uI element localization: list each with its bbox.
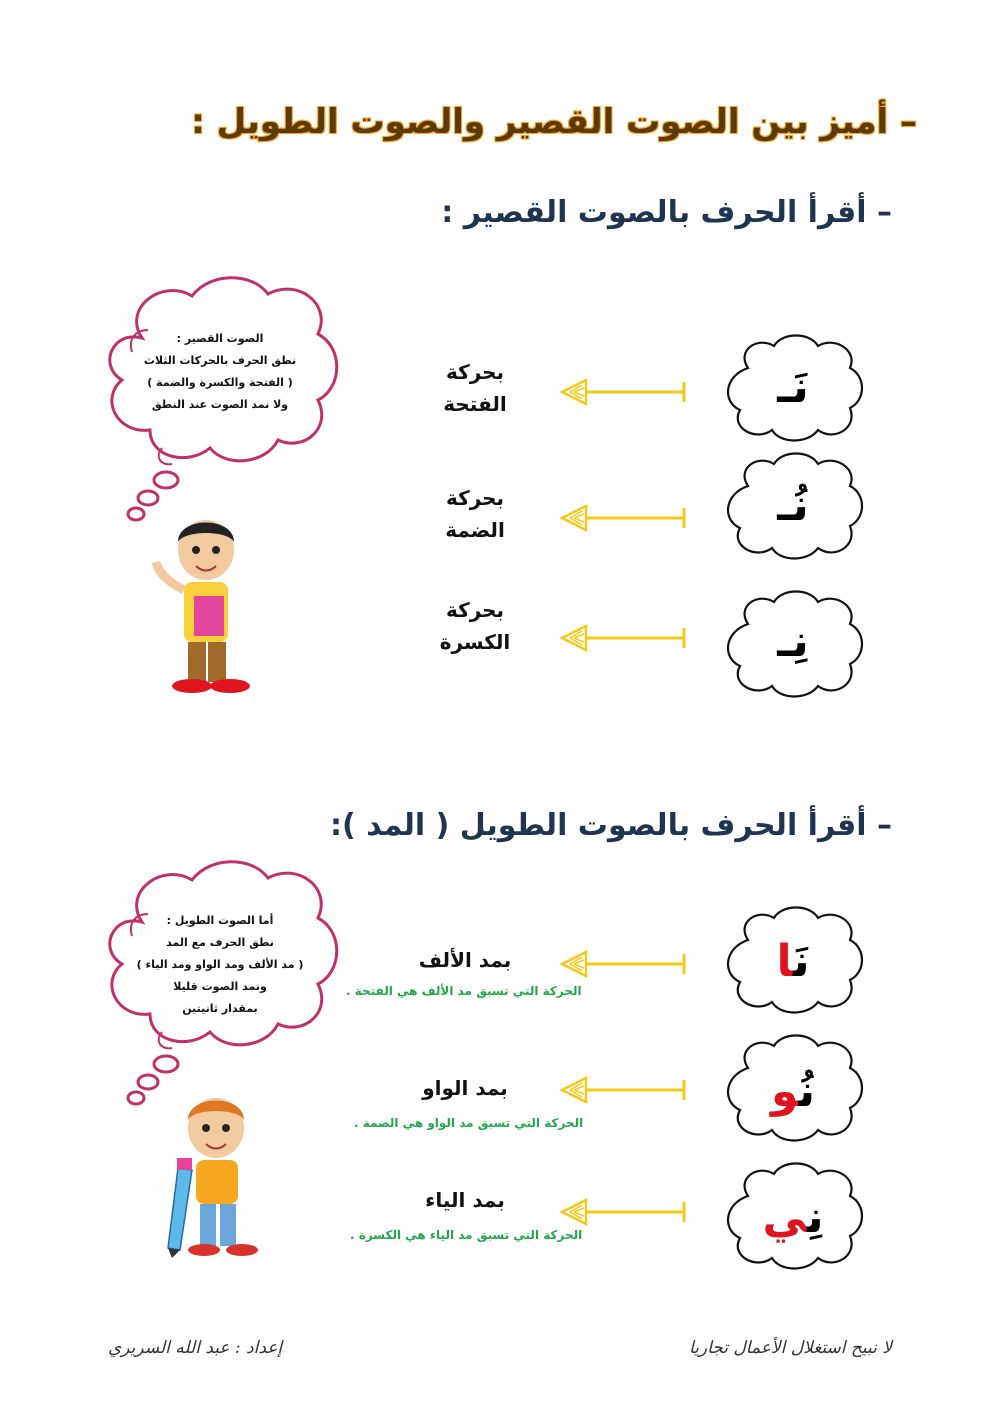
label-line: الكسرة xyxy=(439,630,511,654)
letter-cloud xyxy=(718,586,868,704)
ya-madd-note: الحركة التي تسبق مد الياء هي الكسرة . xyxy=(350,1228,583,1242)
label-line: بحركة xyxy=(445,598,505,622)
short-sound-section-title: – أقرأ الحرف بالصوت القصير : xyxy=(441,195,892,230)
madd-letter: ا xyxy=(776,936,793,987)
waw-madd-note: الحركة التي تسبق مد الواو هي الضمة . xyxy=(354,1116,584,1130)
bubble-line: نطق الحرف بالحركات الثلاث xyxy=(143,354,297,367)
ya-madd-label: بمد الياء xyxy=(425,1188,505,1212)
bubble-line: ونمد الصوت قليلا xyxy=(173,980,267,993)
label-line: الضمة xyxy=(445,518,505,542)
letter-cloud xyxy=(718,902,868,1020)
madd-letter: ي xyxy=(762,1192,807,1243)
letter-with-damma: نُـ xyxy=(777,480,809,531)
letter-with-fatha: نَـ xyxy=(777,362,809,413)
arrow-icon xyxy=(558,944,688,984)
letter-with-kasra: نِـ xyxy=(777,616,809,667)
bubble-line: أما الصوت الطويل : xyxy=(166,914,274,927)
long-sound-thought-bubble xyxy=(92,852,342,1122)
madd-letter: و xyxy=(770,1066,799,1117)
bubble-line: الصوت القصير : xyxy=(176,332,264,345)
boy-with-pencil-illustration xyxy=(158,1088,268,1260)
page-title: – أميز بين الصوت القصير والصوت الطويل : xyxy=(191,102,917,142)
alif-madd-note: الحركة التي تسبق مد الألف هي الفتحة . xyxy=(346,984,582,998)
letter-cloud xyxy=(718,330,868,448)
alif-madd-label: بمد الألف xyxy=(418,948,512,972)
short-sound-thought-bubble xyxy=(92,268,342,538)
arrow-icon xyxy=(558,1070,688,1110)
damma-label xyxy=(410,482,540,546)
bubble-line: ( الفتحة والكسرة والضمة ) xyxy=(147,376,293,389)
letter-cloud xyxy=(718,448,868,566)
arrow-icon xyxy=(558,1192,688,1232)
bubble-line: بمقدار ثانيتين xyxy=(182,1002,258,1015)
arrow-icon xyxy=(558,372,688,412)
kasra-label xyxy=(410,594,540,658)
waw-madd-label: بمد الواو xyxy=(422,1076,508,1100)
fatha-label xyxy=(410,356,540,420)
letter-with-alif-madd xyxy=(718,936,868,987)
arrow-icon xyxy=(558,618,688,658)
footer-copyright-note: لا نبيح استغلال الأعمال تجاريا xyxy=(689,1338,892,1358)
long-sound-section-title: – أقرأ الحرف بالصوت الطويل ( المد ): xyxy=(329,808,892,843)
letter-cloud xyxy=(718,1158,868,1276)
label-line: بحركة xyxy=(445,486,505,510)
boy-with-book-illustration xyxy=(148,512,264,698)
letter-with-waw-madd xyxy=(718,1066,868,1117)
bubble-line: نطق الحرف مع المد xyxy=(166,936,274,949)
base-letter: نُ xyxy=(798,1066,816,1117)
letter-cloud xyxy=(718,1030,868,1148)
arrow-icon xyxy=(558,498,688,538)
base-letter: نَ xyxy=(793,936,810,987)
footer-author: إعداد : عبد الله السريري xyxy=(108,1338,283,1358)
long-sound-explanation xyxy=(120,910,320,1020)
label-line: بحركة xyxy=(445,360,505,384)
bubble-line: ( مد الألف ومد الواو ومد الياء ) xyxy=(136,958,304,971)
short-sound-explanation xyxy=(130,328,310,416)
bubble-line: ولا نمد الصوت عند النطق xyxy=(151,398,289,411)
base-letter: نِ xyxy=(806,1192,824,1243)
letter-with-ya-madd xyxy=(718,1192,868,1243)
label-line: الفتحة xyxy=(443,392,507,416)
